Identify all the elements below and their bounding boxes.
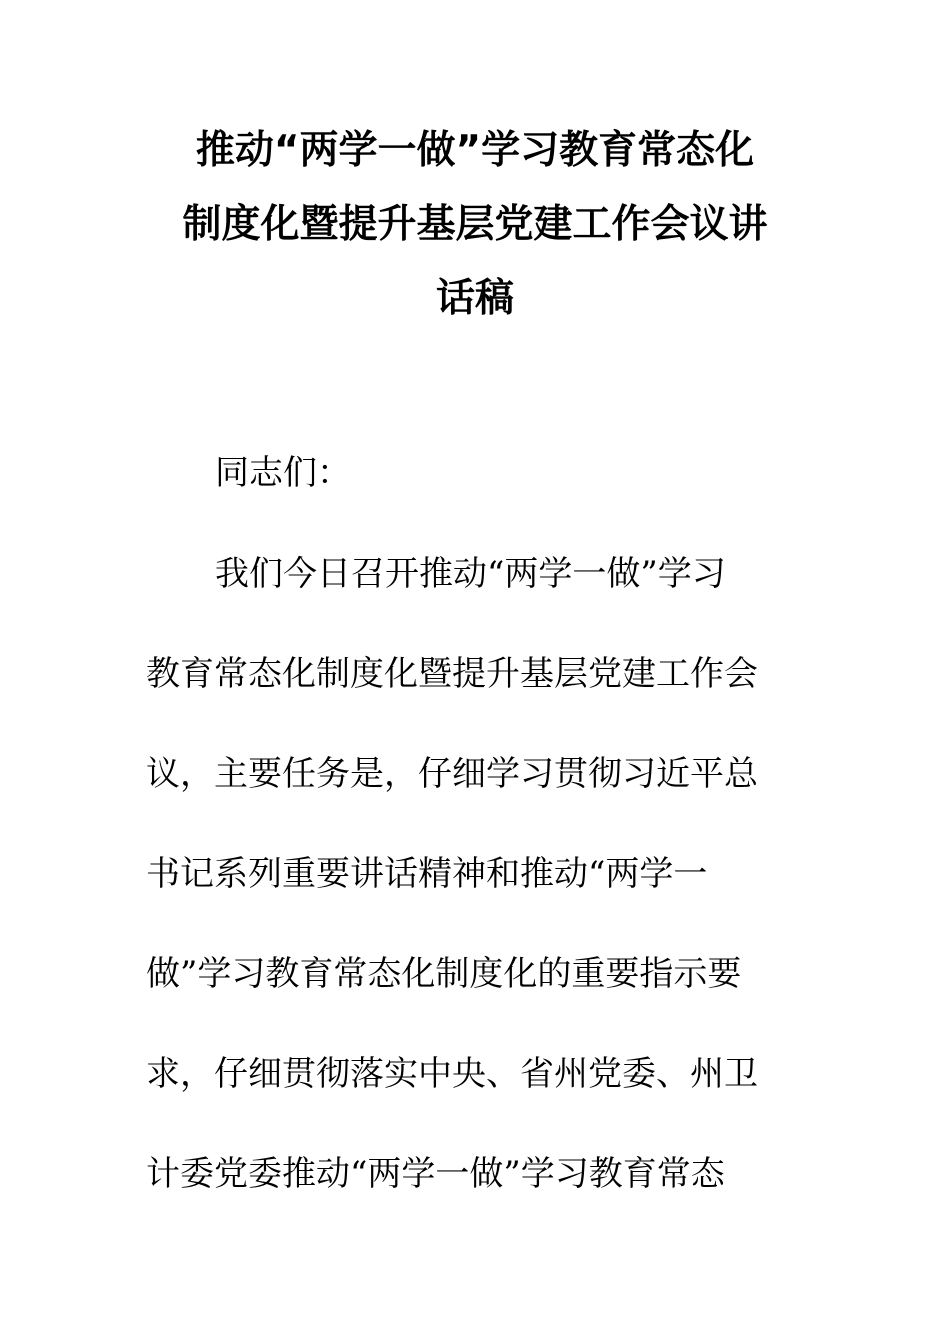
body-line-5: 做”学习教育常态化制度化的重要指示要 — [146, 954, 742, 994]
body-line-3: 议，主要任务是，仔细学习贯彻习近平总 — [146, 754, 758, 794]
body-line-4: 书记系列重要讲话精神和推动“两学一 — [146, 854, 708, 894]
body-line-6: 求，仔细贯彻落实中央、省州党委、州卫 — [146, 1054, 758, 1094]
title-line-2: 制度化暨提升基层党建工作会议讲 — [182, 202, 768, 247]
salutation: 同志们： — [215, 453, 351, 493]
body-line-2: 教育常态化制度化暨提升基层党建工作会 — [146, 654, 758, 694]
title-line-1: 推动“两学一做”学习教育常态化 — [195, 128, 755, 173]
body-line-7: 计委党委推动“两学一做”学习教育常态 — [146, 1154, 725, 1194]
title-line-3: 话稿 — [435, 276, 514, 321]
body-line-1: 我们今日召开推动“两学一做”学习 — [215, 554, 726, 594]
